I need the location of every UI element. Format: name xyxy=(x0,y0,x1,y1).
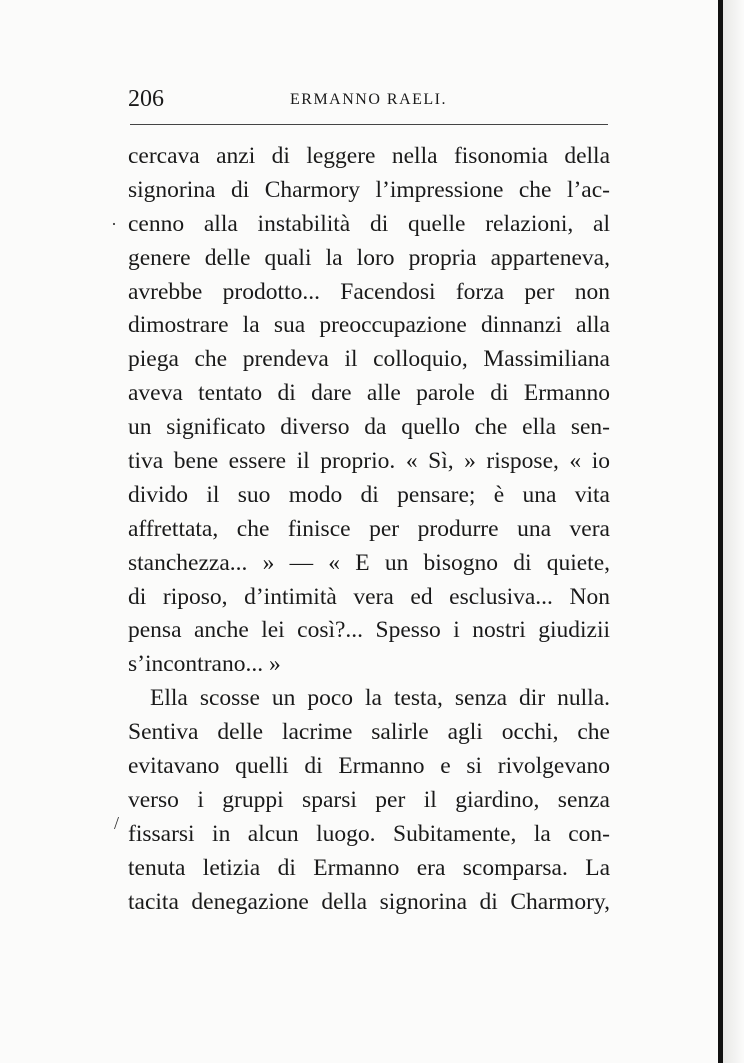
header-rule xyxy=(130,124,608,125)
text-line: dimostrare la sua preoccupazione dinnanzi alla xyxy=(128,312,610,339)
text-line: cenno alla instabilità di quelle relazioni, al xyxy=(128,210,610,237)
text-line: evitavano quelli di Ermanno e si rivolgevano xyxy=(128,753,610,780)
running-title: ERMANNO RAELI. xyxy=(290,91,447,108)
text-line: pensa anche lei così?... Spesso i nostri giudizii xyxy=(128,617,610,644)
text-line: Ella scosse un poco la testa, senza dir nulla. xyxy=(150,685,610,712)
margin-dot-mark: · xyxy=(111,214,117,234)
text-line: divido il suo modo di pensare; è una vita xyxy=(128,481,610,508)
text-line: aveva tentato di dare alle parole di Ermanno xyxy=(128,380,610,407)
text-line: un significato diverso da quello che ella sen- xyxy=(128,414,610,441)
text-line: stanchezza... » — « E un bisogno di quiete, xyxy=(128,549,610,576)
text-line: fissarsi in alcun luogo. Subitamente, la con- xyxy=(128,820,610,847)
text-line: tiva bene essere il proprio. « Sì, » rispose, « io xyxy=(128,448,610,475)
body-text xyxy=(128,140,610,919)
page-header xyxy=(128,84,608,114)
text-line: s’incontrano... » xyxy=(128,651,281,678)
margin-tick-mark: / xyxy=(114,813,120,833)
text-line: tacita denegazione della signorina di Charmory, xyxy=(128,888,610,915)
text-line: Sentiva delle lacrime salirle agli occhi, che xyxy=(128,719,610,746)
text-line: avrebbe prodotto... Facendosi forza per non xyxy=(128,278,610,305)
text-line: affrettata, che finisce per produrre una vera xyxy=(128,515,610,542)
text-line: tenuta letizia di Ermanno era scomparsa. La xyxy=(128,854,610,881)
text-line: di riposo, d’intimità vera ed esclusiva... Non xyxy=(128,583,610,610)
page-number: 206 xyxy=(128,86,164,112)
text-line: verso i gruppi sparsi per il giardino, senza xyxy=(128,786,610,813)
text-line: genere delle quali la loro propria apparteneva, xyxy=(128,244,610,271)
text-line: cercava anzi di leggere nella fisonomia della xyxy=(128,143,610,169)
page-edge-shadow xyxy=(723,0,744,1063)
text-line: piega che prendeva il colloquio, Massimiliana xyxy=(128,346,610,373)
text-line: signorina di Charmory l’impressione che l’ac- xyxy=(128,176,610,203)
